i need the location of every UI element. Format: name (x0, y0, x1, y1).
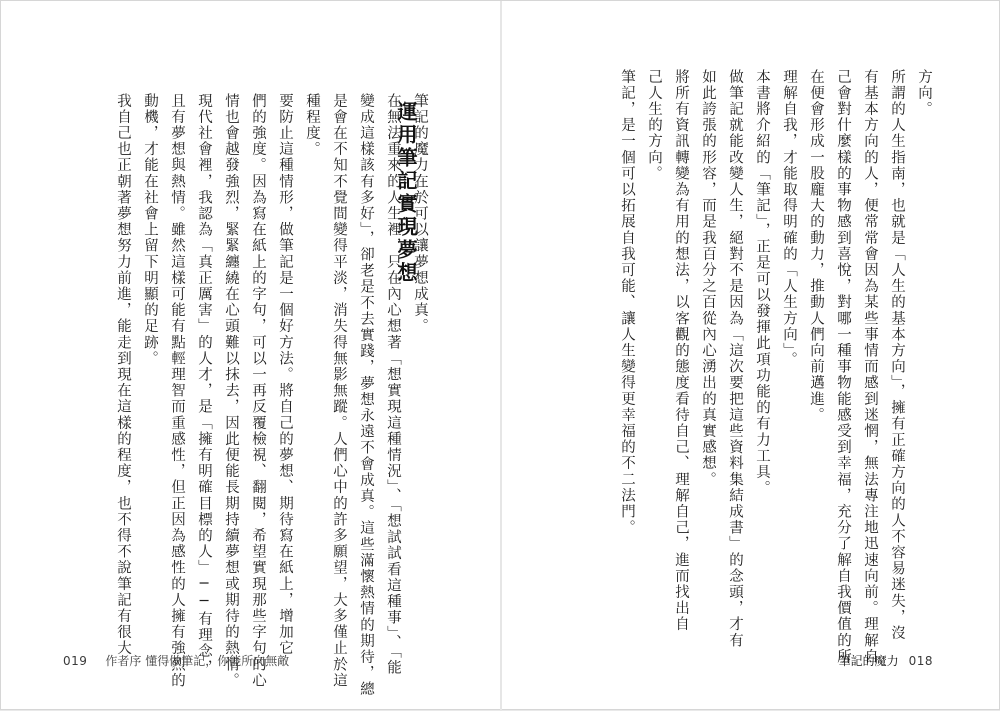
paragraph: 要防止這種情形，做筆記是一個好方法。將自己的夢想、期待寫在紙上，增加它 (277, 93, 293, 657)
running-title: 筆記的魔力 (838, 654, 899, 668)
running-title: 作者序 懂得做筆記，你能所向無敵 (105, 654, 290, 668)
paragraph: 在無法重來的人生裡，只在內心想著「想實現這種情況」、「想試試看這種事」、「能 (385, 93, 401, 676)
paragraph: 變成這樣該有多好」，卻老是不去實踐，夢想永遠不會成真。這些滿懷熱情的期待，總 (358, 93, 374, 698)
paragraph: 們的強度。因為寫在紙上的字句，可以一再反覆檢視、翻閱，希望實現那些字句的心 (250, 93, 266, 689)
right-page-footer (839, 652, 933, 669)
paragraph: 如此誇張的形容，而是我百分之百從內心湧出的真實感想。 (700, 69, 716, 488)
page-gutter (500, 1, 502, 711)
paragraph: 本書將介紹的「筆記」，正是可以發揮此項功能的有力工具。 (754, 69, 770, 497)
paragraph: 做筆記就能改變人生，絕對不是因為「這次要把這些資料集結成書」的念頭，才有 (727, 69, 743, 649)
paragraph: 所謂的人生指南，也就是「人生的基本方向」，擁有正確方向的人不容易迷失，沒 (889, 69, 905, 642)
paragraph: 筆記，是一個可以拓展自我可能、讓人生變得更幸福的不二法門。 (619, 69, 635, 536)
paragraph: 將所有資訊轉變為有用的想法，以客觀的態度看待自己、理解自己，進而找出自 (673, 69, 689, 633)
page-number: 018 (908, 654, 933, 668)
paragraph: 理解自我，才能取得明確的「人生方向」。 (781, 69, 797, 368)
paragraph: 筆記的魔力在於可以讓夢想成真。 (412, 93, 428, 335)
paragraph: 動機，才能在社會上留下明顯的足跡。 (142, 93, 158, 367)
section-heading: 運用筆記實現夢想 (394, 101, 418, 285)
paragraph: 種程度。 (304, 93, 320, 158)
paragraph: 且有夢想與熱情。雖然這樣可能有點輕理智而重感性，但正因為感性的人擁有強烈的 (169, 93, 185, 689)
paragraph: 有基本方向的人，便常常會因為某些事情而感到迷惘，無法專注地迅速向前。理解自 (862, 69, 878, 665)
paragraph: 現代社會裡，我認為「真正厲害」的人才，是「擁有明確目標的人」──有理念， (196, 93, 212, 676)
paragraph: 在便會形成一股龐大的動力，推動人們向前邁進。 (808, 69, 824, 424)
paragraph: 己人生的方向。 (646, 69, 662, 182)
left-page-footer (63, 652, 289, 669)
paragraph: 是會在不知不覺間變得平淡，消失得無影無蹤。人們心中的許多願望，大多僅止於這 (331, 93, 347, 689)
paragraph: 方向。 (916, 69, 932, 118)
paragraph: 情也會越發強烈，緊緊纏繞在心頭難以抹去，因此便能長期持續夢想或期待的熱情。 (223, 93, 239, 689)
page-number: 019 (63, 654, 88, 668)
paragraph: 己會對什麼樣的事物感到喜悅，對哪一種事物能感受到幸福，充分了解自我價值的所 (835, 69, 851, 665)
paragraph: 我自己也正朝著夢想努力前進，能走到現在這樣的程度，也不得不說筆記有很大 (115, 93, 131, 657)
